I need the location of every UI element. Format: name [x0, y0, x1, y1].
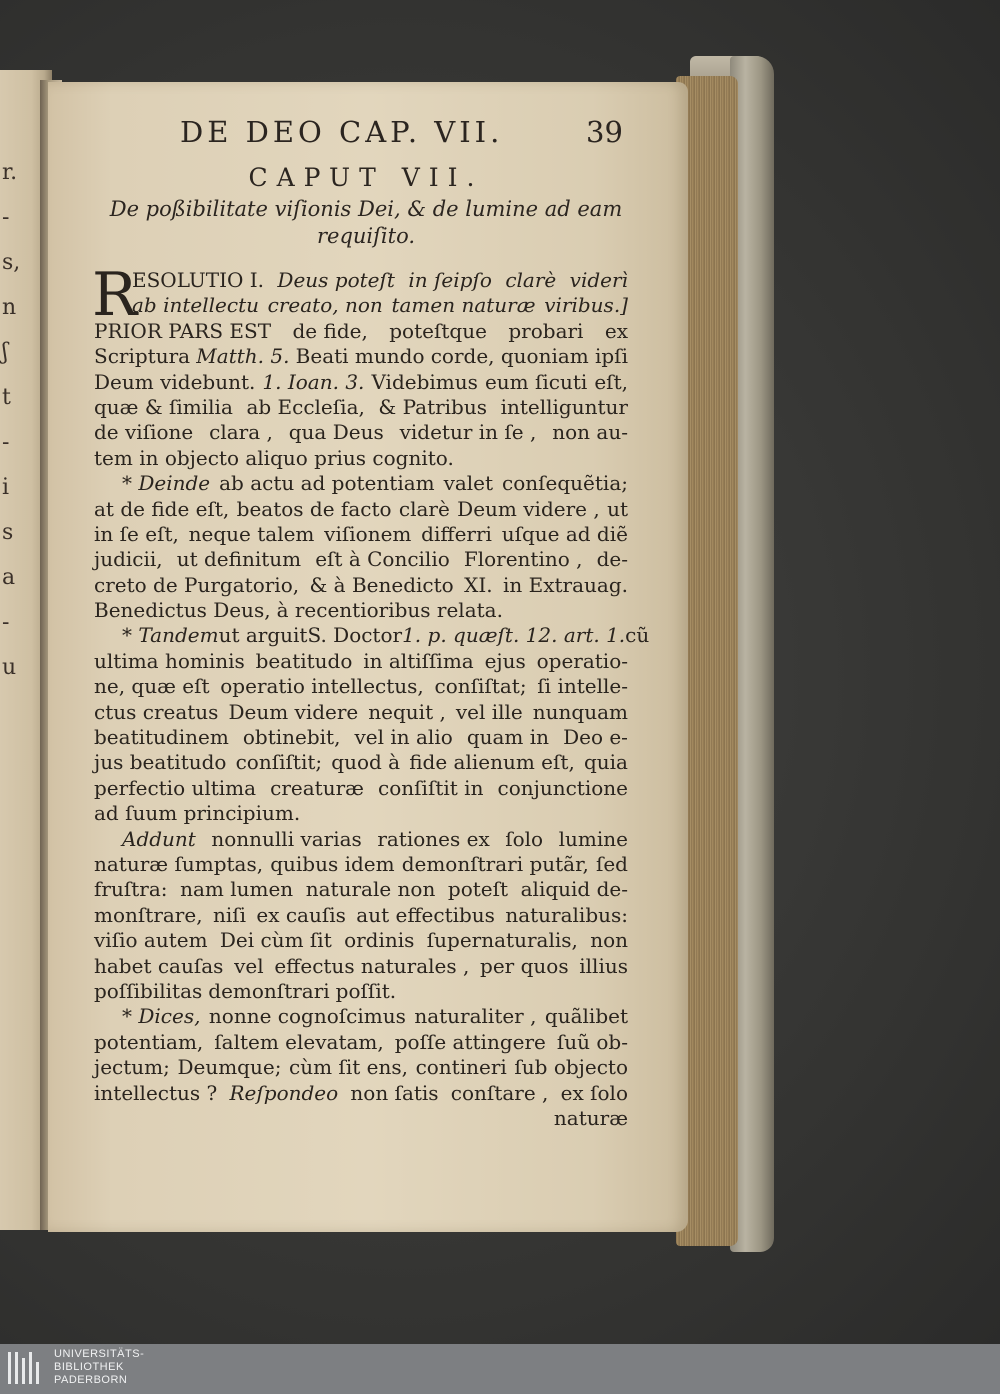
library-footer	[0, 1344, 1000, 1394]
text-run: ipſi	[594, 344, 628, 369]
page-number: 39	[586, 115, 623, 149]
text-run: conjunctione	[497, 775, 628, 800]
text-run: Addunt	[122, 826, 196, 851]
text-run: fide alienum eſt,	[409, 750, 575, 775]
text-run: poſſit.	[335, 978, 397, 1003]
text-run: Dei cùm ſit	[219, 928, 332, 953]
text-run: poſſibilitas	[94, 978, 203, 1003]
text-run: de viſione	[94, 420, 194, 445]
text-run: * Tandem	[122, 623, 219, 648]
text-run: ex	[604, 318, 628, 343]
text-run: de-	[596, 547, 628, 572]
text-line	[94, 1055, 628, 1080]
left-page-fragment: -	[2, 430, 10, 455]
text-run: clarè	[505, 268, 557, 292]
text-run: beatitudo	[255, 648, 353, 673]
text-line	[94, 319, 628, 344]
text-run: cũ	[625, 623, 650, 648]
text-line	[94, 979, 628, 1004]
text-line	[94, 1004, 628, 1029]
text-run: Reſpondeo	[229, 1080, 339, 1105]
text-run: ut definitum	[176, 547, 302, 572]
text-run: 1. p. quæſt. 12. art. 1.	[402, 623, 626, 648]
library-name-line: UNIVERSITÄTS-	[54, 1348, 145, 1360]
text-run: ab actu ad potentiam	[219, 471, 435, 496]
text-run: effectus naturales ,	[274, 953, 470, 978]
text-run: Scriptura	[94, 344, 191, 369]
left-page-fragment: a	[2, 565, 16, 590]
text-line	[94, 903, 628, 928]
text-line	[94, 471, 628, 496]
text-run: conſiſtat;	[434, 674, 527, 699]
text-run: nonne cognoſcimus	[208, 1004, 406, 1029]
text-line	[94, 420, 628, 445]
text-run: Deum videbunt.	[94, 369, 256, 394]
text-run: ad ſuum principium.	[94, 801, 301, 826]
text-run: demonſtrari	[208, 978, 330, 1003]
text-run: rationes ex	[377, 826, 490, 851]
text-run: ESOLUTIO I.	[132, 268, 264, 292]
text-run: ut arguit	[218, 623, 308, 648]
text-run: ab Eccleſia,	[246, 394, 365, 419]
text-run: PRIOR PARS EST	[94, 318, 272, 343]
text-line	[94, 268, 628, 293]
text-run: Deo e-	[563, 725, 628, 750]
text-run: Florentino ,	[463, 547, 583, 572]
left-page-fragment: -	[2, 205, 10, 230]
text-run: S. Doctor	[307, 623, 403, 648]
text-line	[94, 725, 628, 750]
chapter-subtitle	[90, 196, 642, 250]
text-run: quia	[583, 750, 628, 775]
text-run: uſque ad diẽ	[501, 521, 628, 546]
text-line	[94, 877, 628, 902]
left-page-fragment: s	[2, 520, 14, 545]
text-run: naturalibus:	[505, 902, 628, 927]
chapter-subtitle-line: De poßibilitate viſionis Dei, & de lumine ad eam	[109, 197, 623, 221]
text-run: ſupernaturalis,	[426, 928, 578, 953]
text-run: Beati mundo	[295, 344, 425, 369]
text-run: Deum videre	[228, 699, 359, 724]
text-run: demonſtrari putãr,	[401, 851, 589, 876]
text-line	[94, 801, 628, 826]
text-run: ſed	[595, 851, 628, 876]
drop-cap: R	[92, 260, 138, 330]
text-run: operatio intellectus,	[220, 674, 424, 699]
text-run: in Extrauag.	[502, 572, 628, 597]
text-run: aut effectibus	[356, 902, 495, 927]
text-run: viſionem	[324, 521, 412, 546]
left-page-fragment: i	[2, 475, 10, 500]
text-run: conſtare ,	[450, 1080, 549, 1105]
text-run: naturale non	[305, 877, 436, 902]
text-run: ex ſolo	[560, 1080, 628, 1105]
text-run: 1. Ioan. 3.	[262, 369, 365, 394]
text-run: quam in	[466, 725, 550, 750]
text-run: in altiſſima	[363, 648, 474, 673]
text-run: jus beatitudo	[94, 750, 227, 775]
text-line	[94, 573, 628, 598]
text-run: beatitudinem	[94, 725, 229, 750]
text-run: corde, quoniam	[430, 344, 589, 369]
text-run: nonnulli varias	[211, 826, 362, 851]
text-run: aliquid de-	[520, 877, 628, 902]
text-run: lumine	[558, 826, 628, 851]
text-run: poſſe attingere	[394, 1029, 546, 1054]
text-run: tamen naturæ	[391, 293, 536, 318]
text-run: in ſeipſo	[408, 268, 492, 292]
left-page-fragment: -	[2, 610, 10, 635]
text-run: Matth. 5.	[196, 344, 290, 369]
text-run: jectum;	[94, 1055, 170, 1080]
text-run: at de fide eſt,	[94, 496, 230, 521]
text-run: poteſt	[447, 877, 509, 902]
text-run: ordinis	[344, 928, 415, 953]
text-run: à recentioribus relata.	[276, 598, 503, 623]
text-run: Deus poteſt	[277, 268, 395, 292]
text-run: tem in objecto aliquo prius cognito.	[94, 445, 454, 470]
text-run: Deum videre ,	[457, 496, 600, 521]
catchword: naturæ	[553, 1105, 628, 1130]
library-logo-icon	[6, 1350, 46, 1388]
text-run: neque talem	[188, 521, 315, 546]
text-line	[94, 623, 650, 648]
text-run: beatos de facto	[236, 496, 392, 521]
text-run: nunquam	[532, 699, 628, 724]
text-line	[94, 344, 628, 369]
text-line	[94, 497, 628, 522]
text-line	[94, 954, 628, 979]
text-run: contineri	[415, 1055, 507, 1080]
text-line	[94, 446, 628, 471]
text-run: non ſatis	[350, 1080, 439, 1105]
text-run: cùm ſit ens,	[289, 1055, 408, 1080]
text-run: conſiſtit in	[378, 775, 484, 800]
text-run: ſolo	[505, 826, 544, 851]
text-run: & Patribus	[378, 394, 488, 419]
left-page-fragment: s,	[2, 250, 21, 275]
text-run: ſi intelle-	[537, 674, 628, 699]
text-run: potentiam,	[94, 1029, 204, 1054]
text-line	[94, 649, 628, 674]
text-run: obtinebit,	[242, 725, 341, 750]
text-run: Deumque;	[177, 1055, 282, 1080]
text-run: ultima hominis	[94, 648, 245, 673]
chapter-subtitle-line: requiſito.	[316, 224, 416, 248]
left-page-fragment: n	[2, 295, 17, 320]
text-line	[94, 293, 628, 318]
left-page-fragment: u	[2, 655, 17, 680]
text-run: differri	[421, 521, 492, 546]
text-run: eſt,	[594, 369, 628, 394]
text-run: vel	[234, 953, 264, 978]
running-head: DE DEO CAP. VII.	[180, 115, 504, 149]
text-run: quibus idem	[270, 851, 395, 876]
text-run: nequit ,	[368, 699, 446, 724]
text-line	[94, 852, 628, 877]
text-run: creto de Purgatorio,	[94, 572, 300, 597]
text-run: ne, quæ eſt	[94, 674, 210, 699]
text-line	[94, 674, 628, 699]
text-line	[94, 370, 628, 395]
text-run: ab intellectu	[132, 293, 259, 318]
text-run: XI.	[464, 572, 493, 597]
text-run: in ſe eſt,	[94, 521, 179, 546]
text-run: de fide,	[292, 318, 368, 343]
text-run: conſequẽtia;	[502, 471, 628, 496]
text-run: valet	[443, 471, 494, 496]
text-line	[94, 522, 628, 547]
library-name-line: PADERBORN	[54, 1374, 128, 1386]
text-run: viſio autem	[94, 928, 208, 953]
text-run: creaturæ	[270, 775, 364, 800]
text-run: qua Deus	[288, 420, 384, 445]
text-run: operatio-	[536, 648, 628, 673]
text-run: judicii,	[94, 547, 163, 572]
text-line	[94, 750, 628, 775]
text-run: Benedictus Deus,	[94, 598, 271, 623]
text-line	[94, 1030, 628, 1055]
library-name-line: BIBLIOTHEK	[54, 1361, 124, 1373]
text-run: naturæ ſumptas,	[94, 851, 264, 876]
text-run: conſiſtit;	[235, 750, 323, 775]
text-run: quãlibet	[544, 1004, 628, 1029]
text-line	[94, 928, 628, 953]
chapter-title: CAPUT VII.	[248, 163, 484, 192]
text-run: quæ & ſimilia	[94, 394, 233, 419]
text-run: quod à	[331, 750, 401, 775]
text-run: * Deinde	[122, 471, 211, 496]
text-run: niſi	[212, 902, 247, 927]
text-run: eum ſicuti	[484, 369, 588, 394]
text-run: creato, non	[267, 293, 383, 318]
left-page-fragment: r.	[2, 160, 18, 185]
text-run: ut	[607, 496, 628, 521]
catchword-line	[94, 1106, 628, 1131]
text-line	[94, 700, 628, 725]
text-run: naturaliter ,	[414, 1004, 537, 1029]
text-run: Videbimus	[371, 369, 478, 394]
text-run: illius	[579, 953, 628, 978]
library-name	[54, 1348, 144, 1387]
left-page-fragment: t	[2, 385, 11, 410]
text-run: ctus creatus	[94, 699, 219, 724]
text-run: ſuũ ob-	[556, 1029, 628, 1054]
text-line	[94, 547, 628, 572]
text-run: ex cauſis	[256, 902, 346, 927]
text-run: per quos	[480, 953, 569, 978]
text-run: clara ,	[209, 420, 273, 445]
text-run: ſub objecto	[514, 1055, 628, 1080]
text-run: perfectio ultima	[94, 775, 257, 800]
text-run: viderì	[569, 268, 628, 292]
text-line	[94, 776, 628, 801]
text-run: non au-	[552, 420, 628, 445]
text-run: intellectus ?	[94, 1080, 218, 1105]
text-run: ſaltem elevatam,	[214, 1029, 384, 1054]
text-run: eſt à Concilio	[315, 547, 450, 572]
text-run: monſtrare,	[94, 902, 203, 927]
left-page-fragment: ʃ	[2, 340, 8, 365]
text-run: vel ille	[455, 699, 523, 724]
text-run: fruſtra:	[94, 877, 168, 902]
text-run: nam lumen	[180, 877, 294, 902]
text-line	[94, 598, 628, 623]
text-run: intelliguntur	[500, 394, 628, 419]
text-run: poteſtque	[389, 318, 487, 343]
text-run: videtur in ſe ,	[399, 420, 537, 445]
text-line	[94, 827, 628, 852]
text-run: viribus.]	[544, 293, 628, 318]
text-run: non	[590, 928, 628, 953]
body-text	[92, 260, 650, 1131]
text-run: * Dices,	[122, 1004, 201, 1029]
text-run: habet cauſas	[94, 953, 224, 978]
text-run: probari	[508, 318, 584, 343]
text-line	[94, 395, 628, 420]
text-run: clarè	[398, 496, 450, 521]
text-run: vel in alio	[354, 725, 453, 750]
text-run: & à Benedicto	[309, 572, 454, 597]
text-run: ejus	[484, 648, 526, 673]
text-line	[94, 1081, 628, 1106]
